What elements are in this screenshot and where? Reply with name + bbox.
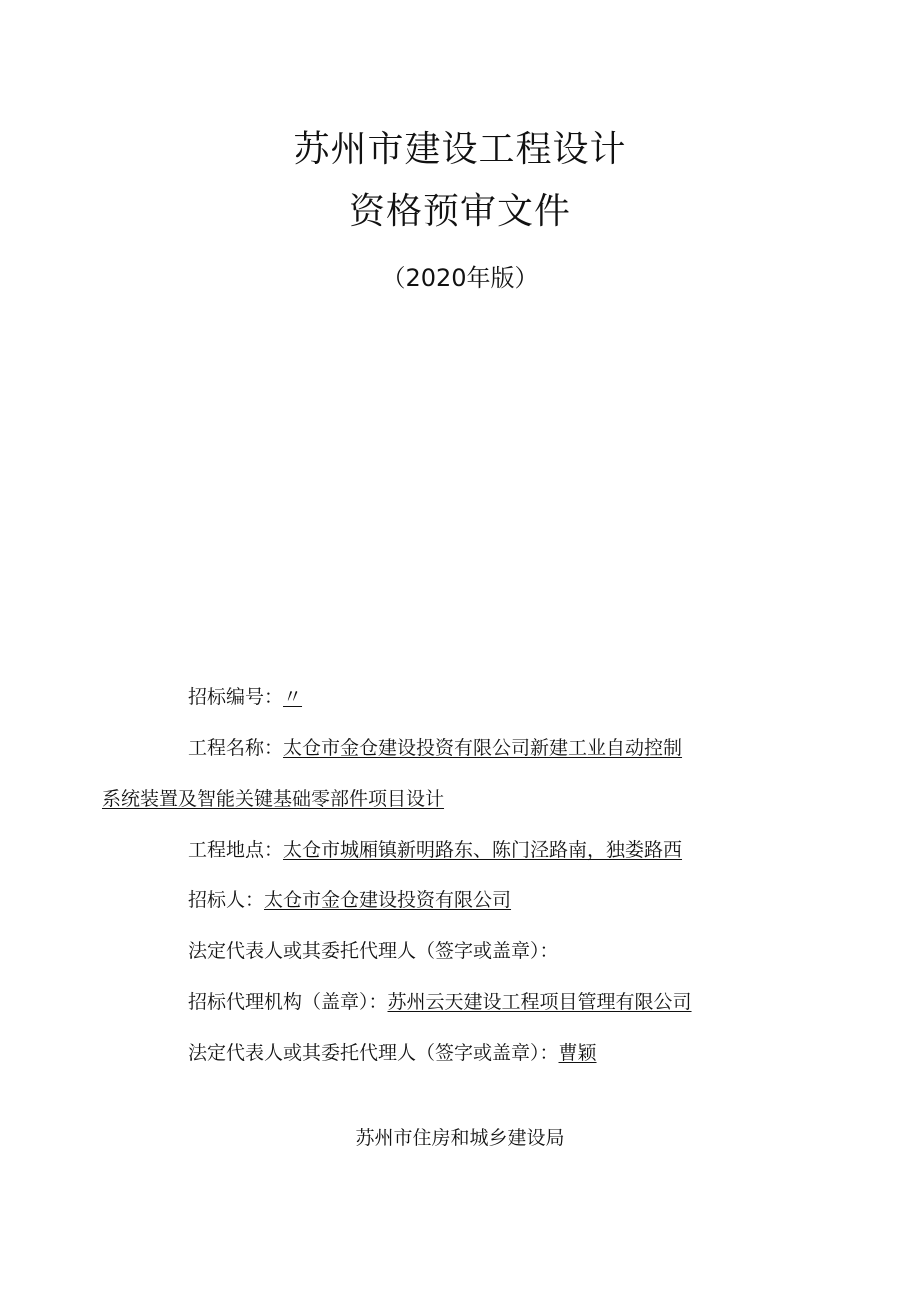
agency-value: 苏州云天建设工程项目管理有限公司 xyxy=(387,991,692,1013)
project-location-label: 工程地点： xyxy=(188,839,284,861)
agency-label: 招标代理机构（盖章）： xyxy=(188,991,388,1013)
bid-number-value: 〃 xyxy=(283,686,303,708)
bid-number-label: 招标编号： xyxy=(188,686,284,708)
project-location-value: 太仓市城厢镇新明路东、陈门泾路南，独娄路西 xyxy=(283,839,683,861)
project-name-label: 工程名称： xyxy=(188,737,284,759)
agency-representative-label: 法定代表人或其委托代理人（签字或盖章）： xyxy=(188,1042,559,1064)
issuing-authority: 苏州市住房和城乡建设局 xyxy=(355,1127,565,1149)
agency-representative-row xyxy=(188,1040,597,1066)
project-name-continuation xyxy=(102,786,444,812)
tenderer-label: 招标人： xyxy=(188,889,265,911)
project-name-row xyxy=(188,735,682,761)
project-name-value-line1: 太仓市金仓建设投资有限公司新建工业自动控制 xyxy=(283,737,683,759)
edition-label: （2020年版） xyxy=(381,264,539,292)
tenderer-representative-label: 法定代表人或其委托代理人（签字或盖章）： xyxy=(188,940,559,962)
tenderer-representative-row xyxy=(188,938,559,964)
document-title-line2: 资格预审文件 xyxy=(348,191,571,232)
agency-representative-value: 曹颖 xyxy=(558,1042,597,1064)
document-title-line1: 苏州市建设工程设计 xyxy=(293,129,627,170)
tenderer-row xyxy=(188,887,511,913)
agency-row xyxy=(188,989,692,1015)
project-location-row xyxy=(188,837,682,863)
bid-number-row xyxy=(188,684,302,710)
project-name-value-line2: 系统装置及智能关键基础零部件项目设计 xyxy=(102,788,445,810)
tenderer-value: 太仓市金仓建设投资有限公司 xyxy=(264,889,512,911)
